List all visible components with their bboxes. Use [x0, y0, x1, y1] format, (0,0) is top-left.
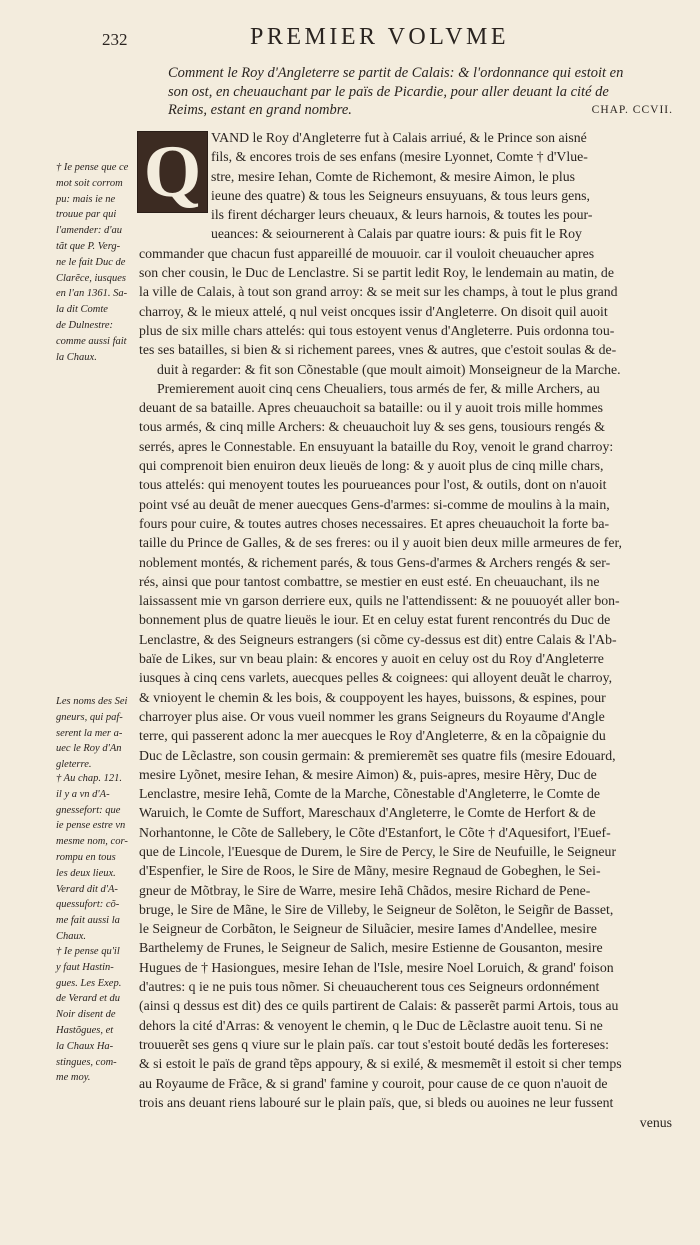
chapter-title-line: Reims, estant en grand nombre. [168, 102, 352, 118]
body-line: charroy, & le mieux attelé, q nul veist oncques issir d'Angleterre. On disoit quil auoit [139, 303, 608, 319]
body-line: la ville de Calais, à tout son grand arroy: & se meit sur les champs, à tout le plus grand [139, 284, 618, 300]
chapter-title-line: son ost, en cheuauchant par le païs de Picardie, pour aller deuant la cité de [168, 83, 609, 100]
margin-note-line: en l'an 1361. Sa- [56, 288, 128, 300]
body-line: ieune des quatre) & tous les Seigneurs ensuyuans, & tous leurs gens, [211, 187, 590, 203]
margin-note-line: † Au chap. 121. [56, 773, 123, 784]
body-line: rés, ainsi que pour tantost combattre, se mestier en eust esté. En cheuauchant, ils ne [139, 573, 600, 589]
margin-note-line: pu: mais ie ne [56, 193, 116, 205]
body-line: iusques à cinq cens varlets, auecques pelles & coignees: qui alloyent deuãt le charroy, [139, 670, 613, 686]
margin-note-line: la Chaux. [56, 351, 97, 363]
body-line: tes ses batailles, si bien & si richement parees, vnes & autres, que c'estoit soulas & de- [139, 342, 617, 358]
body-line: VAND le Roy d'Angleterre fut à Calais arriué, & le Prince son aisné [211, 130, 587, 145]
drop-cap-letter: Q [143, 131, 202, 213]
body-line: trouuerẽt ses gens q viure sur le plain païs. car tout s'estoit bouté dedãs les fortereses: [139, 1036, 609, 1052]
body-line: le Seigneur de Corbãton, le Seigneur de Siluãcier, mesire Iames d'Andellee, mesire [139, 921, 597, 937]
margin-note-line: Verard dit d'A- [56, 883, 118, 895]
body-line: noblement montés, & richement parés, & tous Gens-d'armes & Archers rengés & ser- [139, 554, 611, 570]
body-line: ueances: & seiournerent à Calais par quatre iours: & puis fit le Roy [211, 226, 582, 242]
margin-note-line: mot soit corrom [56, 177, 123, 189]
body-line: stre, mesire Iehan, Comte de Richemont, & mesire Aimon, le plus [211, 168, 576, 184]
margin-note-line: † Ie pense que ce [56, 162, 129, 173]
chapter-number: CHAP. CCVII. [591, 104, 673, 116]
margin-note-line: les deux lieux. [56, 867, 116, 879]
body-line: bonnement plus de quatre lieuës le iour. Et en celuy estat furent rencontrés du Duc de [139, 612, 611, 628]
margin-note-line: la Chaux Ha- [56, 1040, 114, 1052]
body-line: son cher cousin, le Duc de Lenclastre. Si se partit ledit Roy, le lendemain au matin, de [139, 265, 614, 281]
margin-note [56, 944, 136, 1086]
body-line: duit à regarder: & fit son Cõnestable (que moult aimoit) Monseigneur de la Marche. [157, 361, 621, 377]
body-line: d'autres: q ie ne puis tous nõmer. Si cheuaucherent tous ces Seigneurs ordonnément [139, 979, 600, 995]
body-line: fours pour cuire, & toutes autres choses necessaires. Et apres cheuauchoit la forte ba- [139, 515, 610, 531]
page-number: 232 [102, 30, 128, 49]
body-line: gneur de Mõtbray, le Sire de Warre, mesire Iehã Chãdos, mesire Richard de Pene- [139, 882, 591, 898]
margin-note-line: Les noms des Sei [56, 696, 128, 707]
margin-note [56, 160, 136, 365]
margin-note-line: Hastõgues, et [56, 1024, 114, 1036]
margin-note-line: mesme nom, cor- [56, 836, 128, 848]
margin-note-line: Chaux. [56, 930, 87, 942]
margin-note-line: comme aussi fait [56, 335, 127, 347]
body-line: Norhantonne, le Cõte de Sallebery, le Cõte d'Estanfort, le Cõte † d'Aquesifort, l'Euef- [139, 824, 611, 840]
body-line: taille du Prince de Galles, & de ses freres: ou il y auoit bien deux mille armeures de fer, [139, 535, 622, 551]
margin-note-line: gnessefort: que [56, 804, 121, 816]
body-line: Lenclastre, & des Seigneurs estrangers (si cõme cy-dessus est dit) entre Calais & l'Ab- [139, 631, 617, 647]
margin-note-line: † Ie pense qu'il [56, 946, 120, 957]
body-line: Lenclastre, mesire Iehã, Comte de la Marche, Cõnestable d'Angleterre, le Comte de [139, 786, 601, 802]
margin-note-line: me fait aussi la [56, 915, 120, 927]
body-line: charroyer plus aise. Or vous vueil nommer les grans Seigneurs du Royaume d'Angle [139, 708, 605, 724]
margin-note-line: gleterre. [56, 759, 92, 771]
margin-note-line: ne le fait Duc de [56, 256, 126, 268]
body-line: que de Lincole, l'Euesque de Durem, le Sire de Percy, le Sire de Neufuille, le Seigneur [139, 843, 617, 859]
body-text [139, 128, 673, 1112]
margin-note-line: gues. Les Exep. [56, 977, 122, 989]
body-line: Premierement auoit cinq cens Cheualiers, tous armés de fer, & mille Archers, au [157, 380, 600, 396]
body-line: au Royaume de Frãce, & si grand' famine y couroit, pour cause de ce quon n'auoit de [139, 1075, 608, 1091]
body-line: & si estoit le païs de grand tẽps appoury, & si exilé, & mesmemẽt il estoit si cher temps [139, 1056, 622, 1072]
margin-note-line: ie pense estre vn [56, 820, 126, 832]
body-line: baïe de Likes, sur vn beau plain: & encores y auoit en celuy ost du Roy d'Angleterre [139, 651, 604, 667]
margin-note-line: rompu en tous [56, 851, 116, 863]
body-line: deuant de sa bataille. Apres cheuauchoit sa bataille: ou il y auoit trois mille hommes [139, 400, 603, 416]
margin-note-line: l'amender: d'au [56, 225, 123, 237]
body-line: plus de six mille chars attelés: qui tous estoyent venus d'Angleterre. Puis ordonna tou- [139, 322, 615, 338]
body-line: point vsé au deuãt de mener auecques Gens-d'armes: si-comme de moulins à la main, [139, 496, 610, 512]
body-line: (ainsi q dessus est dit) des ce quils partirent de Calais: & passerẽt parmi Artois, tous au [139, 998, 619, 1014]
body-line: bruge, le Sire de Mãne, le Sire de Villeby, le Seigneur de Solẽton, le Seigñr de Basset, [139, 901, 614, 917]
body-line: ils firent décharger leurs cheuaux, & leurs harnois, & toutes les pour- [211, 207, 593, 223]
margin-note [56, 771, 136, 945]
margin-note-line: il y a vn d'A- [56, 788, 110, 800]
body-line: serrés, apres le Connestable. En ensuyuant la bataille du Roy, venoit le grand charroy: [139, 438, 614, 454]
body-line: & vnioyent le chemin & les bois, & couppoyent les hayes, buissons, & espines, pour [139, 689, 606, 705]
body-line: trois ans deuant riens labouré sur le plain païs, que, si bleds ou auoines ne leur fussent [139, 1094, 614, 1110]
body-line: qui comprenoit bien enuiron deux lieuës de long: & y auoit plus de cinq mille chars, [139, 458, 604, 474]
body-line: Duc de Lẽclastre, son cousin germain: & premieremẽt ses quatre fils (mesire Edouard, [139, 747, 616, 763]
margin-note-line: trouue par qui [56, 209, 117, 221]
margin-note-line: tãt que P. Verg- [56, 240, 121, 252]
margin-note-line: Clarẽce, iusques [56, 272, 126, 284]
margin-note-line: me moy. [56, 1072, 91, 1084]
body-line: commander que chacun fust appareillé de mouuoir. car il vouloit cheuaucher apres [139, 245, 595, 261]
margin-note-line: y faut Hastin- [56, 961, 114, 973]
margin-note-line: de Dulnestre: [56, 319, 114, 331]
margin-note-line: stingues, com- [56, 1056, 117, 1068]
margin-note-line: serent la mer a- [56, 727, 123, 739]
margin-note-line: Noir disent de [56, 1009, 116, 1021]
margin-note-line: la dit Comte [56, 304, 108, 316]
body-line: tous attelés: qui menoyent toutes les pourueances pour l'ost, & outils, dont on n'auoit [139, 477, 607, 493]
body-line: tous armés, & cinq mille Archers: & cheuauchoit luy & ses gens, tousiours rengés & [139, 419, 605, 435]
margin-note-line: gneurs, qui paf- [56, 711, 123, 723]
running-head: PREMIER VOLVME [250, 24, 510, 50]
margin-note-line: de Verard et du [56, 993, 121, 1005]
body-line: laissassent mie vn garson derriere eux, quils ne l'attendissent: & ne pouuoyét aller bon- [139, 593, 620, 609]
chapter-title [168, 64, 673, 120]
catchword: venus [639, 1115, 672, 1130]
margin-note-line: uec le Roy d'An [56, 743, 122, 755]
margin-note [56, 694, 136, 773]
margin-note-line: quessufort: cõ- [56, 899, 120, 911]
body-line: Waruich, le Comte de Suffort, Mareschaux d'Angleterre, le Comte de Herfort & de [139, 805, 596, 821]
body-line: terre, qui passerent adonc la mer auecques le Roy d'Angleterre, & en la cõpaignie du [139, 728, 606, 744]
body-line: Barthelemy de Frunes, le Seigneur de Salich, mesire Estienne de Gousanton, mesire [139, 940, 603, 956]
body-line: fils, & encores trois de ses enfans (mesire Lyonnet, Comte † d'Vlue- [211, 149, 588, 165]
body-line: d'Espenfier, le Sire de Roos, le Sire de Mãny, mesire Regnaud de Gobeghen, le Sei- [139, 863, 601, 879]
body-line: Hugues de † Hasiongues, mesire Iehan de l'Isle, mesire Noel Loruich, & grand' foison [139, 959, 614, 975]
chapter-title-line: Comment le Roy d'Angleterre se partit de Calais: & l'ordonnance qui estoit en [168, 65, 624, 81]
body-line: dehors la cité d'Arras: & venoyent le chemin, q le Duc de Lẽclastre auoit tenu. Si ne [139, 1017, 603, 1033]
body-line: mesire Lyõnet, mesire Iehan, & mesire Aimon) &, puis-apres, mesire Hẽry, Duc de [139, 766, 597, 782]
